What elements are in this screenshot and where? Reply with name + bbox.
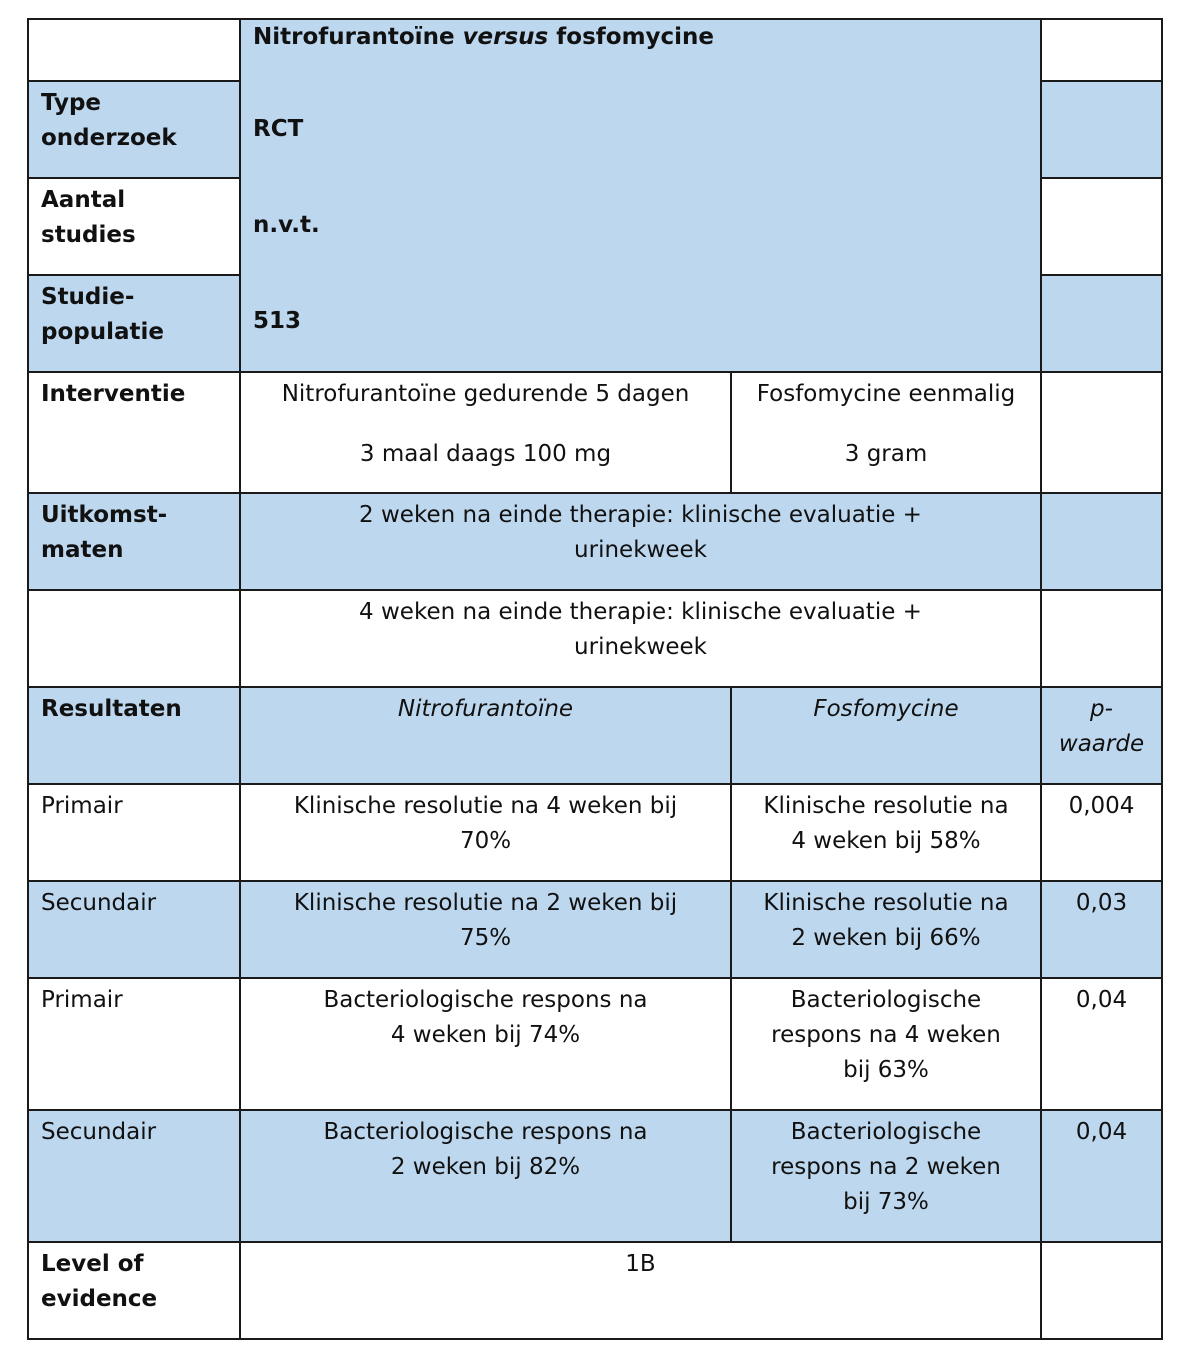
interventie-row bbox=[28, 372, 1162, 493]
empty-right-cell bbox=[1041, 1242, 1162, 1339]
table-row bbox=[28, 881, 1162, 978]
result-fosfomycine: Klinische resolutie na 4 weken bij 58% bbox=[731, 784, 1041, 881]
table-row bbox=[28, 1110, 1162, 1242]
empty-right-cell bbox=[1041, 372, 1162, 493]
empty-right-cell bbox=[1041, 590, 1162, 687]
aantal-studies-label: Aantal studies bbox=[28, 178, 240, 275]
result-label: Primair bbox=[28, 784, 240, 881]
fosfomycine-intervention: Fosfomycine eenmalig 3 gram bbox=[731, 372, 1041, 493]
title-row bbox=[28, 19, 1162, 81]
resultaten-label: Resultaten bbox=[28, 687, 240, 784]
result-p-value: 0,004 bbox=[1041, 784, 1162, 881]
empty-right-cell bbox=[1041, 81, 1162, 178]
uitkomstmaten-row bbox=[28, 493, 1162, 590]
result-fosfomycine: Bacteriologische respons na 2 weken bij 73% bbox=[731, 1110, 1041, 1242]
column-header-p-value: p- waarde bbox=[1041, 687, 1162, 784]
level-of-evidence-row bbox=[28, 1242, 1162, 1339]
column-header-nitrofurantoine: Nitrofurantoïne bbox=[240, 687, 731, 784]
result-p-value: 0,04 bbox=[1041, 1110, 1162, 1242]
result-p-value: 0,04 bbox=[1041, 978, 1162, 1110]
outcome-measure-4-weeks: 4 weken na einde therapie: klinische evaluatie + urinekweek bbox=[240, 590, 1041, 687]
empty-right-cell bbox=[1041, 178, 1162, 275]
result-label: Primair bbox=[28, 978, 240, 1110]
table-row bbox=[28, 978, 1162, 1110]
interventie-label: Interventie bbox=[28, 372, 240, 493]
uitkomstmaten-row-2 bbox=[28, 590, 1162, 687]
result-label: Secundair bbox=[28, 881, 240, 978]
resultaten-header-row bbox=[28, 687, 1162, 784]
uitkomstmaten-label: Uitkomst- maten bbox=[28, 493, 240, 590]
result-p-value: 0,03 bbox=[1041, 881, 1162, 978]
evidence-table bbox=[27, 18, 1163, 1340]
study-type-value: RCT bbox=[253, 116, 304, 142]
nitrofurantoine-intervention: Nitrofurantoïne gedurende 5 dagen 3 maal daags 100 mg bbox=[240, 372, 731, 493]
studiepopulatie-label: Studie- populatie bbox=[28, 275, 240, 372]
result-fosfomycine: Klinische resolutie na 2 weken bij 66% bbox=[731, 881, 1041, 978]
empty-label-cell bbox=[28, 590, 240, 687]
study-population-value: 513 bbox=[253, 308, 302, 334]
empty-right-cell bbox=[1041, 493, 1162, 590]
table-row bbox=[28, 784, 1162, 881]
empty-corner-cell bbox=[28, 19, 240, 81]
result-nitrofurantoine: Klinische resolutie na 4 weken bij 70% bbox=[240, 784, 731, 881]
result-nitrofurantoine: Bacteriologische respons na 4 weken bij 74% bbox=[240, 978, 731, 1110]
result-fosfomycine: Bacteriologische respons na 4 weken bij 63% bbox=[731, 978, 1041, 1110]
column-header-fosfomycine: Fosfomycine bbox=[731, 687, 1041, 784]
result-nitrofurantoine: Bacteriologische respons na 2 weken bij 82% bbox=[240, 1110, 731, 1242]
level-of-evidence-value: 1B bbox=[240, 1242, 1041, 1339]
table-title: Nitrofurantoïne versus fosfomycine bbox=[253, 24, 715, 50]
type-onderzoek-label: Type onderzoek bbox=[28, 81, 240, 178]
result-nitrofurantoine: Klinische resolutie na 2 weken bij 75% bbox=[240, 881, 731, 978]
empty-right-cell bbox=[1041, 19, 1162, 81]
outcome-measure-2-weeks: 2 weken na einde therapie: klinische evaluatie + urinekweek bbox=[240, 493, 1041, 590]
number-of-studies-value: n.v.t. bbox=[253, 212, 320, 238]
result-label: Secundair bbox=[28, 1110, 240, 1242]
comparison-cell bbox=[240, 19, 1041, 372]
empty-right-cell bbox=[1041, 275, 1162, 372]
level-of-evidence-label: Level of evidence bbox=[28, 1242, 240, 1339]
